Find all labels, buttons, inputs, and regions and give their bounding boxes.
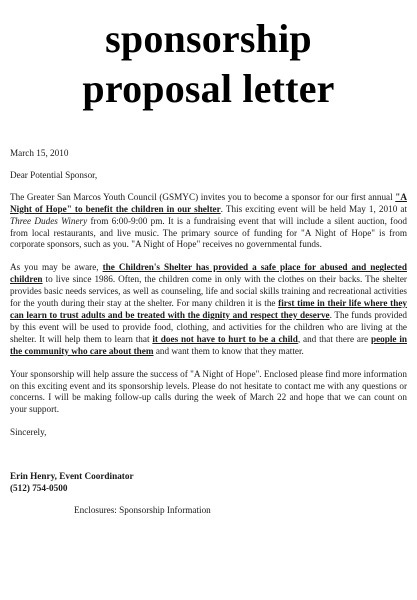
emphasis-underline: the Children's Shelter has provided a safe place for abused and neglected children [10, 262, 407, 285]
paragraph-text: As you may be aware, [10, 262, 103, 273]
letter-closing: Sincerely, [10, 427, 47, 438]
letter-date: March 15, 2010 [10, 148, 69, 158]
letter-salutation: Dear Potential Sponsor, [10, 169, 98, 180]
paragraph-shelter [10, 262, 407, 357]
paragraph-text: , and that there are [297, 333, 371, 344]
paragraph-text: The Greater San Marcos Youth Council (GSMYC) invites you to become a sponsor for our first annual [10, 191, 396, 202]
paragraph-text: . The funds provided by this event will be used to provide food, clothing, and activities for the children who are living at the shelter. It will help them to learn that [10, 309, 407, 344]
enclosures-line: Enclosures: Sponsorship Information [74, 504, 211, 515]
signature-phone: (512) 754-0500 [10, 483, 68, 494]
emphasis-underline: "A Night of Hope" to benefit the children in our shelter [10, 191, 407, 214]
paragraph-invitation [10, 192, 407, 252]
page-title-line-2: proposal letter [82, 66, 335, 111]
paragraph-text: from 6:00-9:00 pm. It is a fundraising event that will include a silent auction, food from local restaurants, and live music. The primary source of funding for "A Night of Hope" is from corporate sponsors, such as you. "A Night of Hope" receives no governmental funds. [10, 215, 408, 250]
signature-name: Erin Henry, Event Coordinator [10, 471, 134, 482]
letter-body [10, 148, 407, 517]
paragraph-text: . This exciting event will be held May 1, 2010 at [220, 203, 408, 214]
paragraph-sponsorship: Your sponsorship will help assure the success of "A Night of Hope". Enclosed please find more information on this exciting event and its sponsorship levels. Please do not hesitate to contact me with any questions or concerns. I will be making follow-up calls during the week of March 22 and hope that we can count on your support. [10, 368, 407, 415]
paragraph-text: and want them to know that they matter. [153, 345, 304, 356]
emphasis-underline: people in the community who care about them [10, 333, 407, 356]
emphasis-underline: first time in their life where they can learn to trust adults and be treated with the dignity and respect they deserve [10, 298, 408, 320]
emphasis-underline: it does not have to hurt to be a child [152, 333, 298, 344]
page-title-line-1: sponsorship [105, 16, 312, 61]
paragraph-text: to live since 1986. Often, the children come in only with the clothes on their backs. The shelter provides basic needs services, as well as counseling, life and social skills training and recreational activities for the youth during their stay at the shelter. For many children it is the [10, 274, 407, 309]
venue-name: Three Dudes Winery [10, 215, 88, 226]
